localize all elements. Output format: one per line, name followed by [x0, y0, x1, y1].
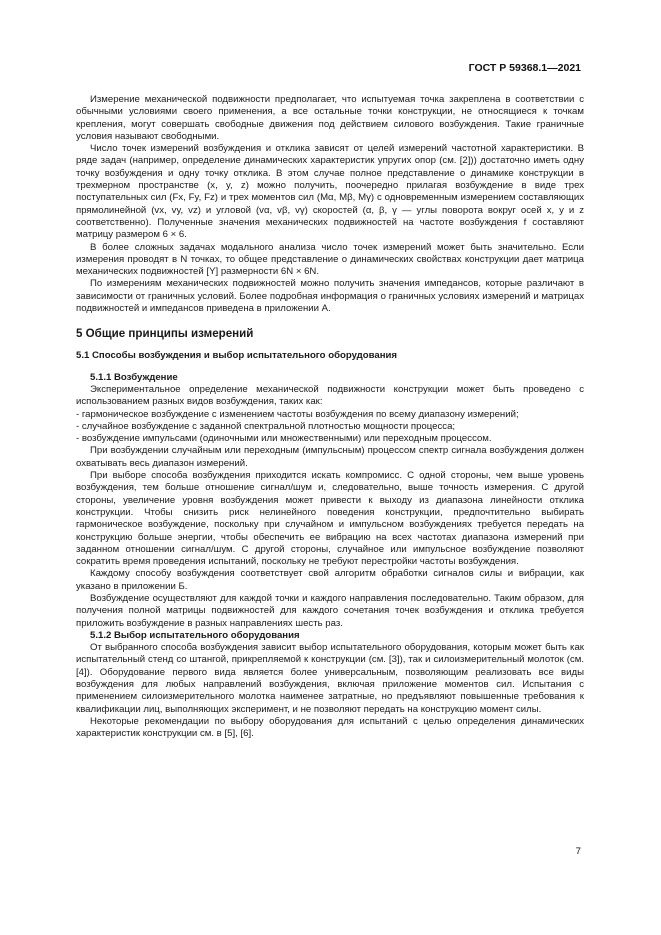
- document-body: [76, 94, 584, 741]
- paragraph: В более сложных задачах модального анализа число точек измерений может быть значительно. Если измерения проводят в N точках, то общее представление о динамических свойствах конструкции дает матрица механических подвижностей [Y] размерности 6N × 6N.: [76, 241, 584, 278]
- list-item: - гармоническое возбуждение с изменением частоты возбуждения по всему диапазону измерений;: [76, 408, 519, 420]
- page-number: 7: [575, 846, 581, 857]
- paragraph: Измерение механической подвижности предполагает, что испытуемая точка закреплена в соответствии с обычными условиями своего применения, а все остальные точки конструкции, не относящиеся к точкам крепления, могут совершать свободные движения под действием силового возбуждения. Такие граничные условия называют свободными.: [76, 94, 584, 142]
- paragraph: Возбуждение осуществляют для каждой точки и каждого направления последовательно. Таким образом, для получения полной матрицы подвижностей для каждого сочетания точек возбуждения и отклика требуется приложить возбуждение в разных направлениях шесть раз.: [76, 592, 584, 629]
- clause-title: 5.1.1 Возбуждение: [90, 371, 178, 383]
- paragraph: При выборе способа возбуждения приходится искать компромисс. С одной стороны, чем выше уровень возбуждения, тем больше отношение сигнал/шум и, следовательно, выше точность измерения. С другой стороны, увеличение уровня возбуждения может привести к выходу из диапазона линейности отклика конструкции. Чтобы снизить риск нелинейного поведения конструкции, предпочтительно выбирать гармоническое возбуждение, поскольку при случайном и импульсном возбуждениях требуется передать на конструкцию больше энергии, чтобы обеспечить ее вибрацию на всех частотах диапазона измерений при заданном отношении сигнал/шум. С другой стороны, случайное или импульсное возбуждение позволяют сократить время проведения испытаний, поскольку не требуют перестройки частоты возбуждения.: [76, 470, 584, 568]
- paragraph: От выбранного способа возбуждения зависит выбор испытательного оборудования, которым может быть как испытательный стенд со штангой, прикрепляемой к конструкции (см. [3]), так и силоизмерительный молоток (см. [4]). Оборудование первого вида является более универсальным, позволяющим реализовать все виды возбуждения для любых направлений возбуждения, включая приложение моментов сил. Испытания с применением силоизмерительного молотка наименее затратные, но предъявляют повышенные требования к квалификации лиц, выполняющих эксперимент, и не позволяют передать на конструкцию момент силы.: [76, 642, 584, 715]
- paragraph: По измерениям механических подвижностей можно получить значения импедансов, которые различают в зависимости от граничных условий. Более подробная информация о граничных условиях измерений и матрицах подвижностей и импедансов приведена в приложении А.: [76, 278, 584, 315]
- clause-title: 5.1.2 Выбор испытательного оборудования: [90, 629, 300, 641]
- list-item: - случайное возбуждение с заданной спектральной плотностью мощности процесса;: [76, 420, 456, 432]
- paragraph: Число точек измерений возбуждения и отклика зависят от целей измерений частотной характеристики. В ряде задач (например, определение динамических характеристик упругих опор (см. [2])) достаточно иметь одну точку возбуждения и одну точку отклика. В этом случае полное представление о динамике конструкции в трехмерном пространстве (x, y, z) можно получить, поочередно прилагая возбуждение в виде трех поступательных сил (Fx, Fy, Fz) и трех моментов сил (Mα, Mβ, Mγ) с одновременным измерением составляющих прямолинейной (vx, vy, vz) и угловой (vα, vβ, vγ) скоростей (α, β, γ — углы поворота вокруг осей x, y и z соответственно). Полученные значения механических подвижностей на частоте возбуждения f составляют матрицу размером 6 × 6.: [76, 143, 584, 241]
- document-header: ГОСТ Р 59368.1—2021: [468, 62, 581, 74]
- subsection-title: 5.1 Способы возбуждения и выбор испытательного оборудования: [76, 350, 398, 362]
- section-title: 5 Общие принципы измерений: [76, 327, 254, 341]
- paragraph: Каждому способу возбуждения соответствует свой алгоритм обработки сигналов силы и вибрации, как указано в приложении Б.: [76, 568, 584, 592]
- list-item: - возбуждение импульсами (одиночными или множественными) или переходным процессом.: [76, 433, 492, 445]
- paragraph: Некоторые рекомендации по выбору оборудования для испытаний с целью определения динамических характеристик конструкции см. в [5], [6].: [76, 715, 584, 740]
- paragraph: При возбуждении случайным или переходным (импульсным) процессом спектр сигнала возбуждения должен охватывать весь диапазон измерений.: [76, 445, 584, 469]
- paragraph: Экспериментальное определение механической подвижности конструкции может быть проведено с использованием разных видов возбуждения, таких как:: [76, 383, 584, 408]
